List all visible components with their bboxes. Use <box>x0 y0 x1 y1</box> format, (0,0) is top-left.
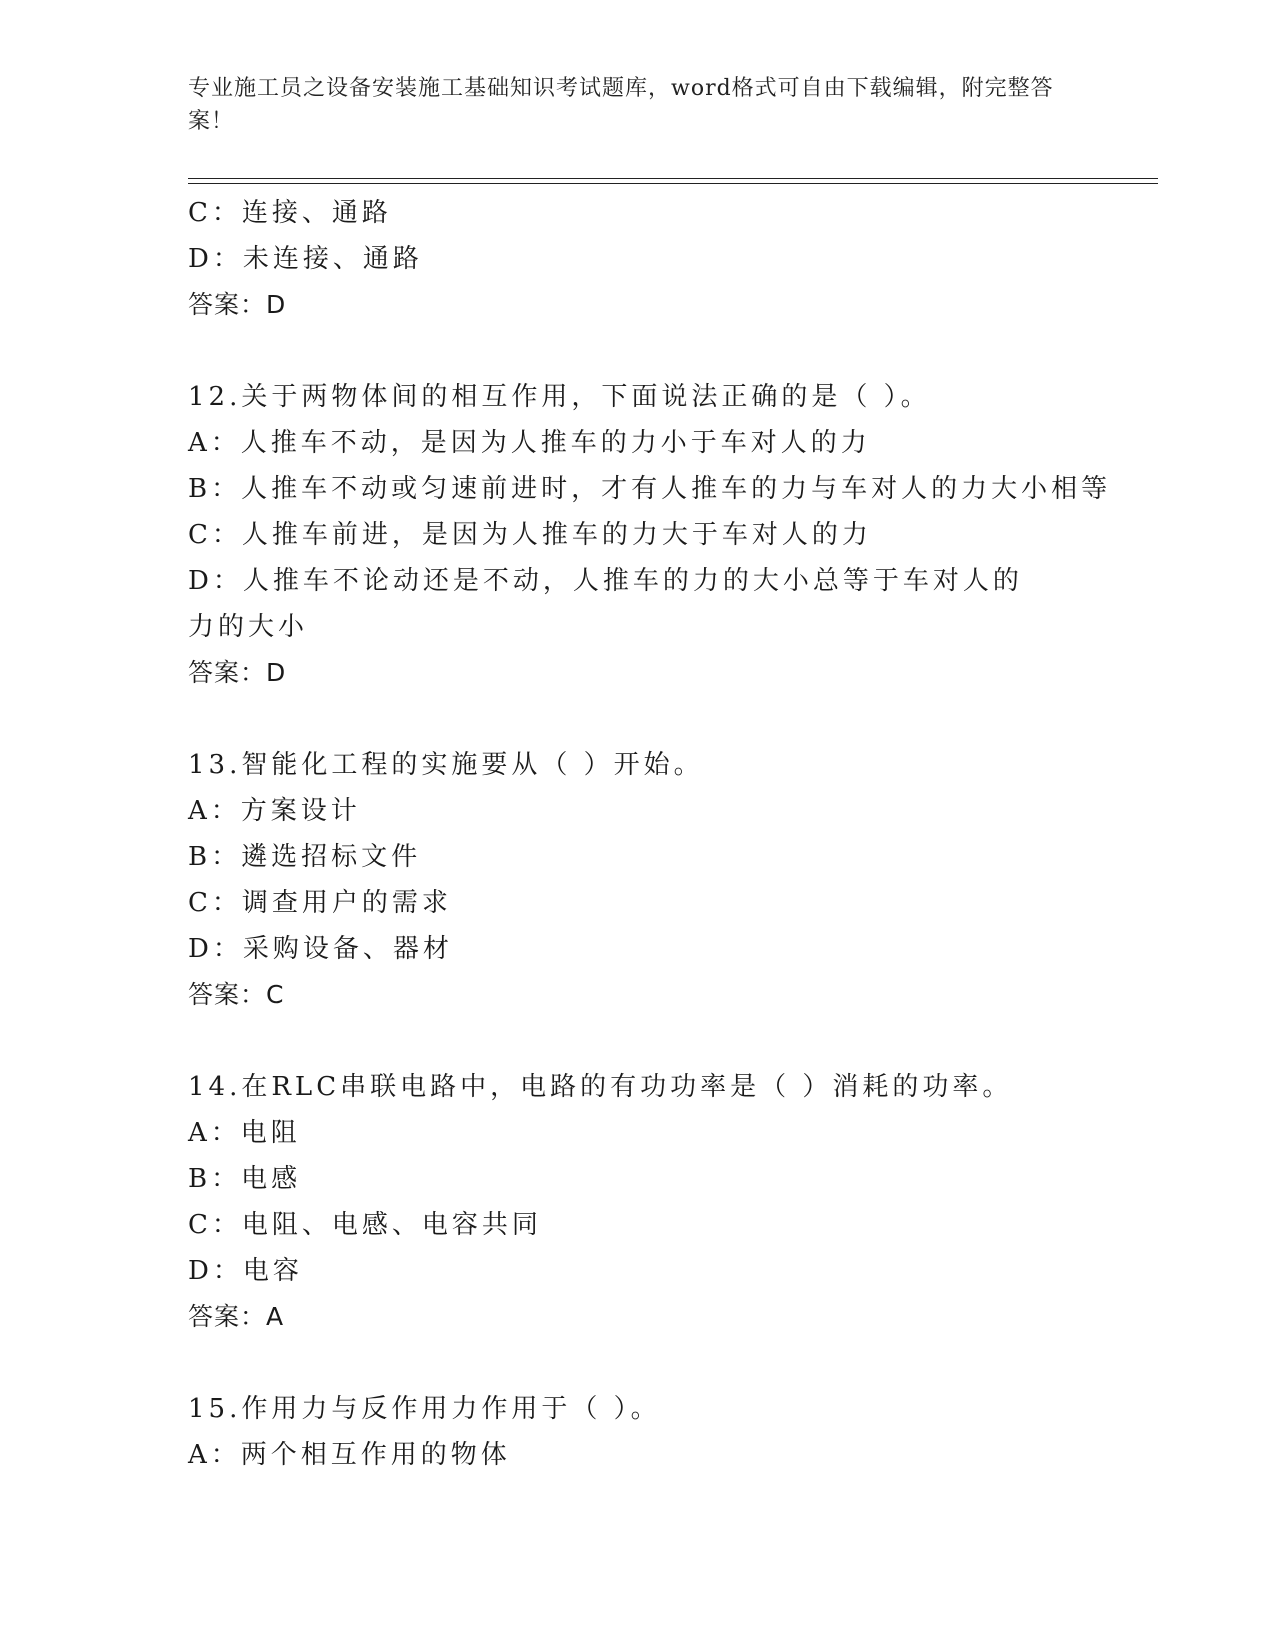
option-c: C：人推车前进，是因为人推车的力大于车对人的力 <box>188 520 872 550</box>
answer-line: 答案：D <box>188 658 287 687</box>
option-a: A：两个相互作用的物体 <box>188 1440 511 1470</box>
spacer <box>188 328 1088 374</box>
spacer <box>188 1018 1088 1064</box>
question-14 <box>188 1064 1088 1340</box>
option-d: D：未连接、通路 <box>188 244 423 274</box>
answer-line: 答案：D <box>188 290 287 319</box>
document-content <box>188 190 1112 1478</box>
option-b: B：遴选招标文件 <box>188 842 422 872</box>
question-stem: 15.作用力与反作用力作用于（ ）。 <box>188 1394 661 1424</box>
option-b: B：人推车不动或匀速前进时，才有人推车的力与车对人的力大小相等 <box>188 474 1112 504</box>
option-c: C：连接、通路 <box>188 198 392 228</box>
option-a: A：方案设计 <box>188 796 361 826</box>
question-stem: 13.智能化工程的实施要从（ ）开始。 <box>188 750 704 780</box>
answer-line: 答案：C <box>188 980 285 1009</box>
question-15 <box>188 1386 1088 1478</box>
option-c: C：电阻、电感、电容共同 <box>188 1210 542 1240</box>
option-d: D：电容 <box>188 1256 303 1286</box>
spacer <box>188 1340 1088 1386</box>
answer-line: 答案：A <box>188 1302 285 1331</box>
option-a: A：人推车不动，是因为人推车的力小于车对人的力 <box>188 428 871 458</box>
option-b: B：电感 <box>188 1164 302 1194</box>
question-stem: 12.关于两物体间的相互作用，下面说法正确的是（ ）。 <box>188 382 931 412</box>
page-header: 专业施工员之设备安装施工基础知识考试题库，word格式可自由下载编辑，附完整答案！ <box>188 76 1054 134</box>
option-d: D：采购设备、器材 <box>188 934 453 964</box>
question-stem: 14.在RLC串联电路中，电路的有功功率是（ ）消耗的功率。 <box>188 1072 1013 1102</box>
spacer <box>188 696 1088 742</box>
question-11-tail <box>188 190 1088 328</box>
header-divider <box>188 178 1158 184</box>
option-c: C：调查用户的需求 <box>188 888 452 918</box>
option-a: A：电阻 <box>188 1118 301 1148</box>
question-13 <box>188 742 1088 1018</box>
option-d: D：人推车不论动还是不动，人推车的力的大小总等于车对人的力的大小 <box>188 566 1023 642</box>
question-12 <box>188 374 1112 696</box>
